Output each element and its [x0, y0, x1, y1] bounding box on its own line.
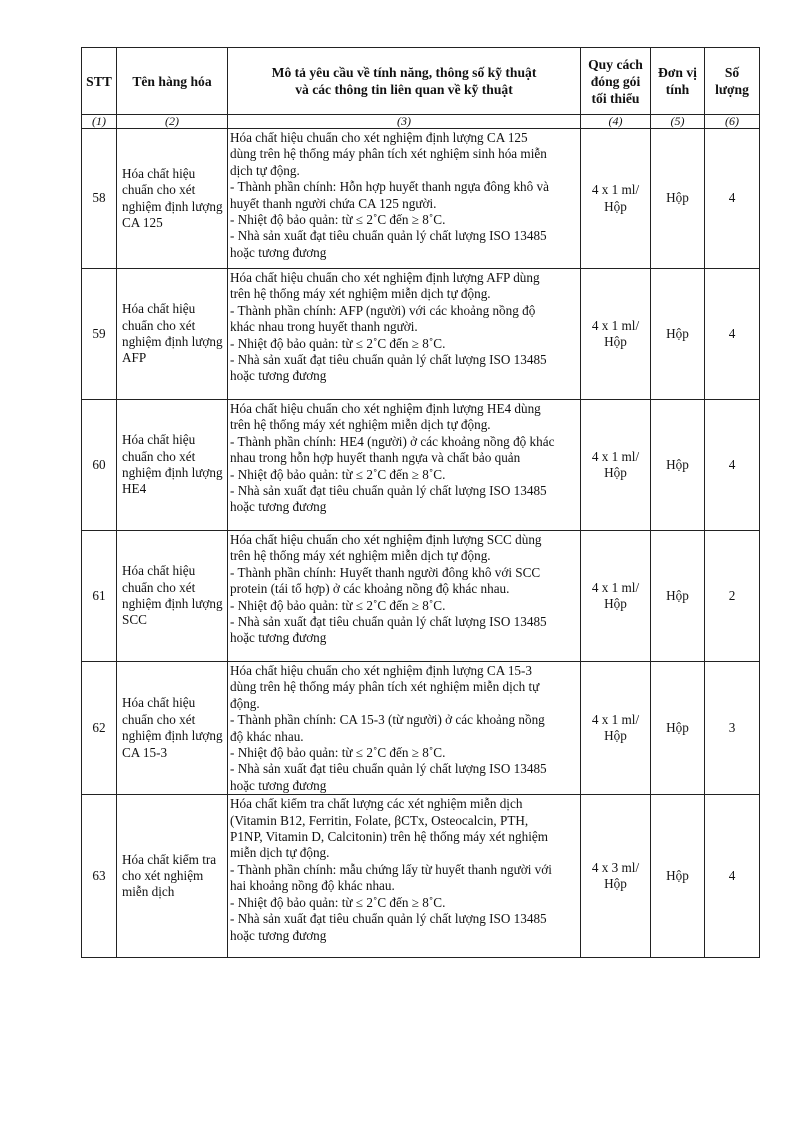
description-line: hoặc tương đương	[230, 927, 327, 943]
description-cell	[228, 662, 581, 795]
quantity-cell: 2	[705, 531, 760, 662]
description-line: dùng trên hệ thống máy phân tích xét nghiệm miễn dịch tự	[230, 679, 540, 695]
index-3: (3)	[228, 115, 581, 129]
stt-cell: 60	[82, 400, 117, 531]
unit-cell: Hộp	[651, 269, 705, 400]
description-line: Hóa chất hiệu chuẩn cho xét nghiệm định lượng AFP dùng	[230, 270, 540, 285]
description-line: - Thành phần chính: AFP (người) với các khoảng nồng độ	[230, 302, 536, 318]
description-line: - Nhà sản xuất đạt tiêu chuẩn quản lý chất lượng ISO 13485	[230, 352, 547, 368]
description-line: khác nhau trong huyết thanh người.	[230, 319, 418, 335]
index-6: (6)	[705, 115, 760, 129]
stt-cell: 62	[82, 662, 117, 795]
description-line: - Nhà sản xuất đạt tiêu chuẩn quản lý chất lượng ISO 13485	[230, 483, 547, 499]
table-row	[82, 531, 760, 662]
table-row	[82, 795, 760, 958]
column-index-row	[82, 115, 760, 129]
item-name-cell: Hóa chất hiệu chuẩn cho xét nghiệm định lượng SCC	[117, 531, 228, 662]
packing-cell: 4 x 1 ml/ Hộp	[581, 662, 651, 795]
description-line: - Nhiệt độ bảo quản: từ ≤ 2˚C đến ≥ 8˚C.	[230, 745, 446, 761]
description-cell	[228, 795, 581, 958]
description-line: (Vitamin B12, Ferritin, Folate, βCTx, Osteocalcin, PTH,	[230, 812, 529, 828]
description-line: động.	[230, 695, 260, 711]
index-5: (5)	[651, 115, 705, 129]
description-line: - Nhà sản xuất đạt tiêu chuẩn quản lý chất lượng ISO 13485	[230, 228, 547, 244]
description-line: dùng trên hệ thống máy phân tích xét nghiệm sinh hóa miễn	[230, 146, 547, 162]
description-line: hoặc tương đương	[230, 777, 327, 793]
header-row	[82, 48, 760, 115]
description-line: Hóa chất hiệu chuẩn cho xét nghiệm định lượng SCC dùng	[230, 532, 542, 547]
table-row	[82, 662, 760, 795]
description-line: Hóa chất kiểm tra chất lượng các xét nghiệm miễn dịch	[230, 796, 523, 812]
specification-table	[81, 47, 760, 958]
item-name-cell: Hóa chất hiệu chuẩn cho xét nghiệm định lượng AFP	[117, 269, 228, 400]
description-line: - Nhiệt độ bảo quản: từ ≤ 2˚C đến ≥ 8˚C.	[230, 597, 446, 613]
table-row	[82, 400, 760, 531]
description-line: - Thành phần chính: Huyết thanh người đông khô với SCC	[230, 564, 541, 580]
stt-cell: 58	[82, 129, 117, 269]
header-stt: STT	[82, 48, 117, 115]
description-line: - Thành phần chính: HE4 (người) ở các khoảng nồng độ khác	[230, 433, 555, 449]
description-line: trên hệ thống máy xét nghiệm miễn dịch tự động.	[230, 286, 491, 302]
quantity-cell: 4	[705, 269, 760, 400]
table-row	[82, 269, 760, 400]
header-description: Mô tả yêu cầu về tính năng, thông số kỹ thuật và các thông tin liên quan về kỹ thuật	[228, 48, 581, 115]
table-row	[82, 129, 760, 269]
header-packing: Quy cách đóng gói tối thiểu	[581, 48, 651, 115]
item-name-cell: Hóa chất hiệu chuẩn cho xét nghiệm định lượng CA 125	[117, 129, 228, 269]
description-line: P1NP, Vitamin D, Calcitonin) trên hệ thống máy xét nghiệm	[230, 829, 548, 845]
description-cell	[228, 269, 581, 400]
description-line: Hóa chất hiệu chuẩn cho xét nghiệm định lượng HE4 dùng	[230, 401, 541, 416]
description-line: hoặc tương đương	[230, 630, 327, 646]
item-name-cell: Hóa chất kiểm tra cho xét nghiệm miễn dịch	[117, 795, 228, 958]
description-line: - Thành phần chính: Hỗn hợp huyết thanh ngựa đông khô và	[230, 179, 549, 195]
stt-cell: 63	[82, 795, 117, 958]
description-line: Hóa chất hiệu chuẩn cho xét nghiệm định lượng CA 15-3	[230, 663, 532, 678]
quantity-cell: 3	[705, 662, 760, 795]
description-line: trên hệ thống máy xét nghiệm miễn dịch tự động.	[230, 417, 491, 433]
index-4: (4)	[581, 115, 651, 129]
table-body	[82, 129, 760, 958]
description-line: hoặc tương đương	[230, 499, 327, 515]
item-name-cell: Hóa chất hiệu chuẩn cho xét nghiệm định lượng CA 15-3	[117, 662, 228, 795]
header-unit: Đơn vị tính	[651, 48, 705, 115]
index-2: (2)	[117, 115, 228, 129]
packing-cell: 4 x 3 ml/ Hộp	[581, 795, 651, 958]
description-line: trên hệ thống máy xét nghiệm miễn dịch tự động.	[230, 548, 491, 564]
description-line: dịch tự động.	[230, 162, 300, 178]
header-item-name: Tên hàng hóa	[117, 48, 228, 115]
index-1: (1)	[82, 115, 117, 129]
description-line: - Nhiệt độ bảo quản: từ ≤ 2˚C đến ≥ 8˚C.	[230, 894, 446, 910]
description-line: - Nhiệt độ bảo quản: từ ≤ 2˚C đến ≥ 8˚C.	[230, 335, 446, 351]
packing-cell: 4 x 1 ml/ Hộp	[581, 400, 651, 531]
description-line: hoặc tương đương	[230, 368, 327, 384]
packing-cell: 4 x 1 ml/ Hộp	[581, 129, 651, 269]
description-line: hai khoảng nồng độ khác nhau.	[230, 878, 395, 894]
stt-cell: 61	[82, 531, 117, 662]
header-quantity: Số lượng	[705, 48, 760, 115]
description-line: huyết thanh người chứa CA 125 người.	[230, 195, 437, 211]
description-line: - Thành phần chính: mẫu chứng lấy từ huyết thanh người với	[230, 861, 552, 877]
description-line: - Nhiệt độ bảo quản: từ ≤ 2˚C đến ≥ 8˚C.	[230, 212, 446, 228]
description-cell	[228, 400, 581, 531]
description-line: miễn dịch tự động.	[230, 845, 330, 861]
description-line: hoặc tương đương	[230, 244, 327, 260]
description-line: độ khác nhau.	[230, 728, 304, 744]
quantity-cell: 4	[705, 129, 760, 269]
item-name-cell: Hóa chất hiệu chuẩn cho xét nghiệm định lượng HE4	[117, 400, 228, 531]
packing-cell: 4 x 1 ml/ Hộp	[581, 269, 651, 400]
unit-cell: Hộp	[651, 400, 705, 531]
description-cell	[228, 531, 581, 662]
unit-cell: Hộp	[651, 662, 705, 795]
quantity-cell: 4	[705, 795, 760, 958]
description-line: - Thành phần chính: CA 15-3 (từ người) ở các khoảng nồng	[230, 712, 545, 728]
description-line: - Nhiệt độ bảo quản: từ ≤ 2˚C đến ≥ 8˚C.	[230, 466, 446, 482]
unit-cell: Hộp	[651, 531, 705, 662]
packing-cell: 4 x 1 ml/ Hộp	[581, 531, 651, 662]
description-line: Hóa chất hiệu chuẩn cho xét nghiệm định lượng CA 125	[230, 130, 528, 145]
stt-cell: 59	[82, 269, 117, 400]
description-line: nhau trong hỗn hợp huyết thanh ngựa và chất bảo quản	[230, 450, 521, 466]
unit-cell: Hộp	[651, 795, 705, 958]
description-line: protein (tái tổ hợp) ở các khoảng nồng độ khác nhau.	[230, 581, 510, 597]
description-line: - Nhà sản xuất đạt tiêu chuẩn quản lý chất lượng ISO 13485	[230, 761, 547, 777]
unit-cell: Hộp	[651, 129, 705, 269]
description-line: - Nhà sản xuất đạt tiêu chuẩn quản lý chất lượng ISO 13485	[230, 911, 547, 927]
description-cell	[228, 129, 581, 269]
quantity-cell: 4	[705, 400, 760, 531]
description-line: - Nhà sản xuất đạt tiêu chuẩn quản lý chất lượng ISO 13485	[230, 614, 547, 630]
